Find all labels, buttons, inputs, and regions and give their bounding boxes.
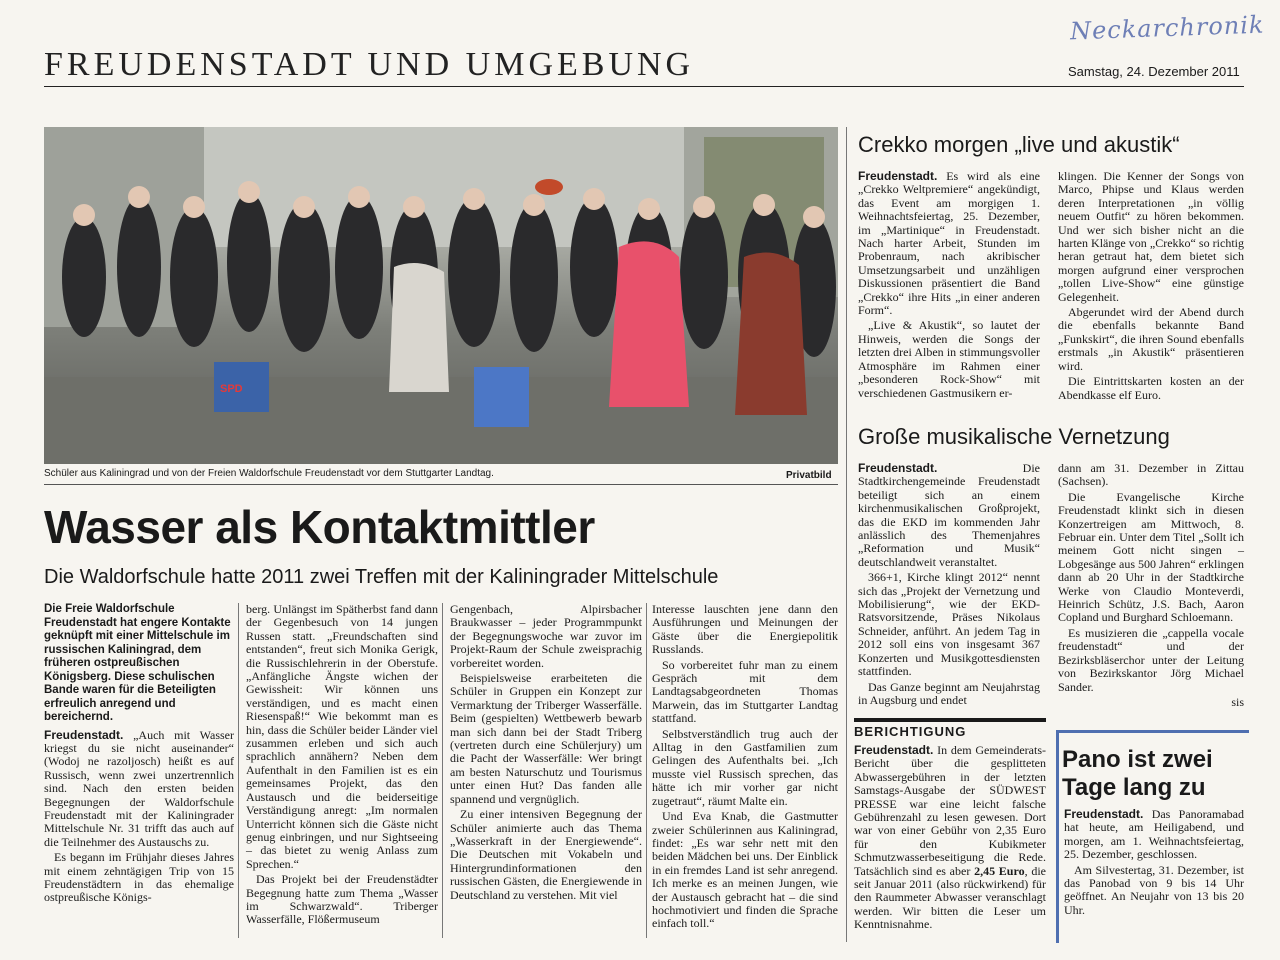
main-article-paragraph: Das Projekt bei der Freudenstädter Begegnung hatte zum Thema „Wasser im Schwarzwald“. Triberger Wasserfälle, Flößermuseum [246, 872, 438, 927]
main-article-paragraph: Es begann im Frühjahr dieses Jahres mit einem zehntägigen Trip von 15 Freudenstädtern in das ehemalige ostpreußische Königs- [44, 850, 234, 905]
crekko-paragraph: Die Eintrittskarten kosten an der Abendkasse elf Euro. [1058, 374, 1244, 402]
main-article-paragraph: Zu einer intensiven Begegnung der Schüler animierte auch das Thema „Wasserkraft in der Energiewende“. Die Deutschen mit Vokabeln und Hintergrundinformationen den russischen Gästen, die Energiewende in Deutschland zu verstehen. Mit viel [450, 807, 642, 902]
vernetzung-paragraph: Das Ganze beginnt am Neujahrstag in Augsburg und endet [858, 679, 1040, 707]
pano-headline: Pano ist zwei Tage lang zu [1062, 746, 1213, 801]
crekko-paragraph: klingen. Die Kenner der Songs von Marco, Phipse und Klaus werden deren Interpretationen „in völlig neuem Outfit“ zu hören bekommen. Und wer sich bisher nicht an die harten Klänge von „Crekko“ so richtig heran getraut hat, dem bietet sich morgen aufgrund einer versprochen „tollen Live-Show“ eine günstige Gelegenheit. [1058, 169, 1244, 304]
berichtigung-label: BERICHTIGUNG [854, 718, 1046, 739]
main-article-paragraph: Gengenbach, Alpirsbacher Braukwasser – jeder Programmpunkt der Begegnungswoche war zuvor im Projekt-Raum der Schule zweisprachig vorbereitet worden. [450, 602, 642, 670]
pano-paragraph: Freudenstadt. Das Panoramabad hat heute, am Heiligabend, und morgen, am 1. Weihnachtsfeiertag, 25. Dezember, geschlossen. [1064, 807, 1244, 862]
vernetzung-paragraph: Die Evangelische Kirche Freudenstadt klinkt sich in diesen Konzertreigen am Mittwoch, 8. Februar ein. Unter dem Titel „Sollt ich meinem Gott nicht singen – Lobgesänge aus 500 Jahren“ erklingen dann ab 20 Uhr in der Stadtkirche Werke von Claudio Monteverdi, Heinrich Schütz, J.S. Bach, Aaron Copland und Burghard Schloemann. [1058, 489, 1244, 625]
bag-label: SPD [220, 383, 243, 395]
main-article-paragraph: Beispielsweise erarbeiteten die Schüler in Gruppen ein Konzept zur Vermarktung der Triberger Wasserfälle. Beim (gespielten) Wettbewerb bewarb man sich dann bei der Stadt Triberg (vertreten durch eine Schülerjury) um die Pacht der Wasserfälle: Wer bringt am besten Naturschutz und Tourismus unter einen Hut? Das fanden alle spannend und vergnüglich. [450, 671, 642, 806]
group-photo-illustration [44, 127, 838, 464]
vernetzung-paragraph: Freudenstadt. Die Stadtkirchengemeinde Freudenstadt beteiligt sich an einem kirchenmusikalischen Großprojekt, das die EKD im kommenden Jahr anlässlich des Themenjahres „Reformation und Musik“ deutschlandweit veranstaltet. [858, 461, 1040, 569]
right-column-divider [846, 127, 847, 942]
main-article-paragraph: Selbstverständlich trug auch der Alltag in den Gastfamilien zum Gelingen des Aufenthalts bei. „Ich musste viel Russisch sprechen, das hätte ich mir vorher gar nicht zugetraut“, räumt Malte ein. [652, 726, 838, 808]
main-article-paragraph: berg. Unlängst im Spätherbst fand dann der Gegenbesuch von 14 jungen Russen statt. „Freundschaften sind entstanden“, freut sich Monika Gerigk, die Russischlehrerin in der Oberstufe. „Anfängliche Ängste wichen der Gewissheit: Wir können uns verständigen, und es macht einen Riesenspaß!“ Wie bekommt man es hin, dass die Schüler beider Länder viel zusammen erleben und sich auch sprachlich annähern? Neben dem Aufenthalt in den Familien ist es ein gemeinsames Projekt, das den Austausch und die beiderseitige Verständigung anregt: „Im normalen Unterricht können sich die Gäste nicht genug einbringen, und nur Sightseeing – das bietet zu wenig Anlass zum Sprechen.“ [246, 602, 438, 871]
group-photo [44, 127, 838, 464]
photo-credit: Privatbild [786, 470, 832, 481]
dateline: Freudenstadt. [854, 743, 934, 757]
caption-rule [44, 484, 838, 485]
main-article-column-4 [652, 603, 838, 933]
crekko-paragraph: Abgerundet wird der Abend durch die ebenfalls bekannte Band „Funkskirt“, die ihren Sound ebenfalls erstmals „in Akustik“ präsentieren wird. [1058, 305, 1244, 373]
main-headline: Wasser als Kontaktmittler [44, 501, 595, 553]
berichtigung-paragraph: Freudenstadt. In dem Gemeinderats-Bericht über die gesplitteten Abwassergebühren in der letzten Samstags-Ausgabe der SÜDWEST PRESSE war eine leicht falsche Gebührenzahl zu lesen gewesen. Dort war von einer Gebühr von 2,35 Euro für den Kubikmeter Schmutzwasserbeseitigung die Rede. Tatsächlich sind es aber 2,45 Euro, die seit Januar 2011 (also rückwirkend) für den Raummeter Abwasser veranschlagt werden. Wir bitten die Leser um Kenntnisnahme. [854, 743, 1047, 932]
section-title: FREUDENSTADT UND UMGEBUNG [44, 46, 695, 83]
main-subheadline: Die Waldorfschule hatte 2011 zwei Treffen mit der Kaliningrader Mittelschule [44, 566, 719, 588]
column-divider [238, 603, 239, 938]
photo-caption: Schüler aus Kaliningrad und von der Freien Waldorfschule Freudenstadt vor dem Stuttgarter Landtag. [44, 468, 494, 479]
crekko-paragraph: „Live & Akustik“, so lautet der Hinweis, werden die Songs der letzten drei Alben in stimmungsvoller Atmosphäre im Rahmen einer „besonderen Rock-Show“ mit verschiedenen Gastmusikern er- [858, 318, 1040, 400]
dateline: Freudenstadt. [858, 169, 938, 183]
vernetzung-column-2 [1058, 462, 1244, 709]
main-article-paragraph: So vorbereitet fuhr man zu einem Gespräch mit dem Landtagsabgeordneten Thomas Marwein, das im Stuttgarter Landtag stattfand. [652, 657, 838, 726]
main-article-column-2 [246, 603, 438, 929]
vernetzung-paragraph: dann am 31. Dezember in Zittau (Sachsen). [1058, 461, 1244, 489]
issue-date: Samstag, 24. Dezember 2011 [1068, 64, 1240, 79]
crekko-paragraph: Freudenstadt. Es wird als eine „Crekko Weltpremiere“ angekündigt, das Event am morgigen 1. Weihnachtsfeiertag, 25. Dezember, im „Martinique“ in Freudenstadt. Nach harter Arbeit, Stunden im Probenraum, nach akribischer Umsetzungsarbeit und unzähligen Diskussionen präsentiert die Band „Crekko“ ihre Hits „in einer anderen Form“. [858, 169, 1041, 318]
corrected-amount: 2,45 Euro [974, 863, 1025, 878]
crekko-column-1 [858, 170, 1040, 402]
header-rule [44, 86, 1244, 87]
pano-text [1064, 808, 1244, 919]
column-divider [442, 603, 443, 938]
dateline: Freudenstadt. [858, 461, 938, 475]
main-article-paragraph: Und Eva Knab, die Gastmutter zweier Schülerinnen aus Kaliningrad, findet: „Es war sehr nett mit den beiden Mädchen bei uns. Der Einblick in ein fremdes Land ist sehr anregend. Ich merke es an meinen Jungen, wie der Austausch gebracht hat – die sind hochmotiviert und finden die Sprache einfach toll.“ [652, 809, 838, 931]
main-article-paragraph: Freudenstadt. „Auch mit Wasser kriegst du sie nicht auseinander“ (Wodoj ne razoljosch) heißt es auf Russisch, wenn zwei unzertrennlich sind. Nach den ersten beiden Begegnungen der Waldorfschule Freudenstadt mit der Kaliningrader Mittelschule Nr. 31 trifft das auch auf die Teilnehmer des Austauschs zu. [44, 727, 234, 849]
pano-paragraph: Am Silvestertag, 31. Dezember, ist das Panobad von 9 bis 14 Uhr geöffnet. An Neujahr von 13 bis 20 Uhr. [1064, 862, 1244, 917]
author-initials: sis [1231, 694, 1244, 709]
vernetzung-paragraph: Es musizieren die „cappella vocale freudenstadt“ und der Bezirksbläserchor unter der Leitung von Bezirkskantor Jörg Michael Sander. [1058, 625, 1244, 694]
dateline: Freudenstadt. [44, 727, 124, 742]
column-divider [646, 603, 647, 938]
main-article-column-1 [44, 603, 234, 907]
main-article-lead: Die Freie Waldorfschule Freudenstadt hat engere Kontakte geknüpft mit einer Mittelschule im russischen Kaliningrad, dem früheren ostpreußischen Königsberg. Diese schulischen Bande waren für die Beteiligten erfreulich anregend und bereichernd. [44, 603, 231, 723]
vernetzung-headline: Große musikalische Vernetzung [858, 424, 1170, 449]
main-article-paragraph: Interesse lauschten jene dann den Ausführungen und Meinungen der Gäste über die Energiepolitik Russlands. [652, 602, 838, 657]
berichtigung-text [854, 744, 1046, 934]
crekko-headline: Crekko morgen „live und akustik“ [858, 132, 1180, 157]
main-article-column-3 [450, 603, 642, 904]
vernetzung-column-1 [858, 462, 1040, 709]
handwritten-note: Neckarchronik [1069, 10, 1265, 46]
vernetzung-paragraph: 366+1, Kirche klingt 2012“ nennt sich das „Projekt der Vernetzung und Mobilisierung“, wie der EKD-Ratsvorsitzende, Präses Nikolaus Schneider, anführt. An jedem Tag in 2012 soll eins von insgesamt 367 Konzerten und Musikgottesdiensten stattfinden. [858, 570, 1040, 679]
crekko-column-2 [1058, 170, 1244, 404]
dateline: Freudenstadt. [1064, 807, 1144, 821]
